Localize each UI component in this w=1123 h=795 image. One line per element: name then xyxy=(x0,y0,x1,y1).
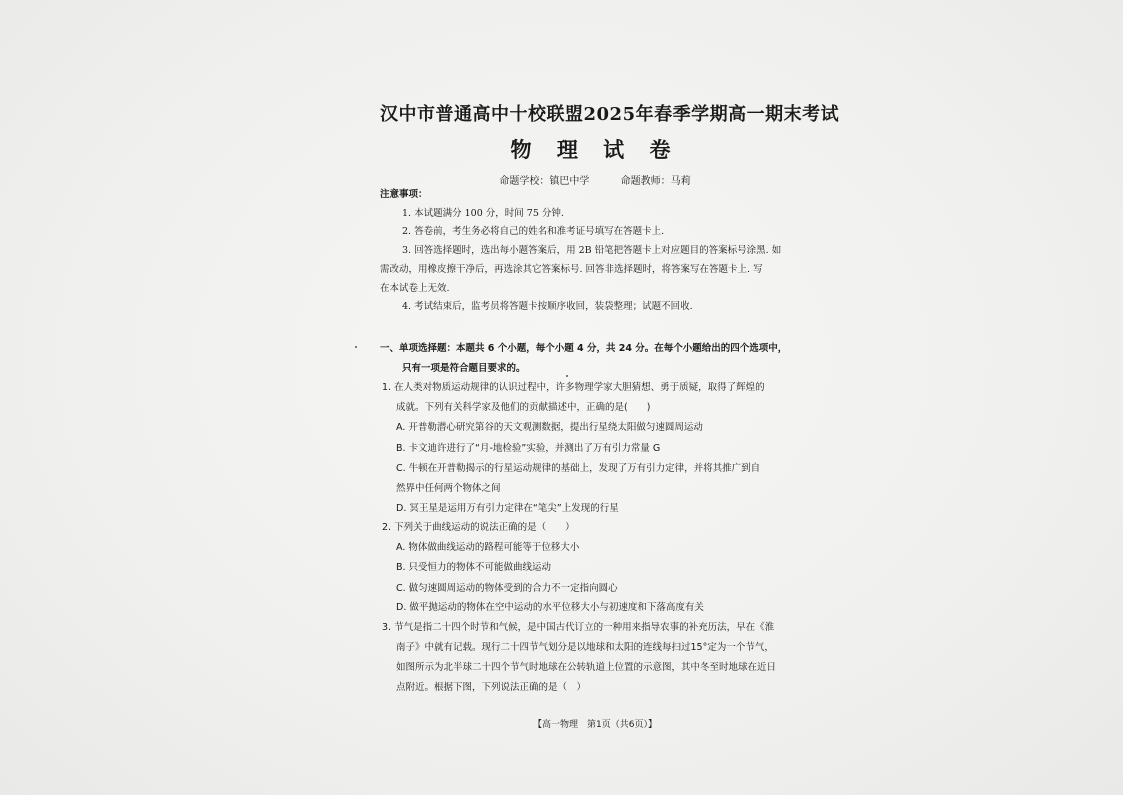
option-d: D. 做平抛运动的物体在空中运动的水平位移大小与初速度和下落高度有关 xyxy=(396,602,704,613)
setter-teacher: 命题教师：马莉 xyxy=(620,176,691,187)
setter-school: 命题学校：镇巴中学 xyxy=(499,176,590,187)
option-c: C. 做匀速圆周运动的物体受到的合力不一定指向圆心 xyxy=(396,583,618,594)
question-stem: 2. 下列关于曲线运动的说法正确的是（ ） xyxy=(382,522,575,533)
question-stem: 1. 在人类对物质运动规律的认识过程中，许多物理学家大胆猜想、勇于质疑，取得了辉煌的 xyxy=(382,382,765,393)
exam-subtitle: 物 理 试 卷 xyxy=(510,137,680,162)
notice-item: 需改动，用橡皮擦干净后，再选涂其它答案标号. 回答非选择题时，将答案写在答题卡上. 写 xyxy=(380,264,763,275)
exam-title: 汉中市普通高中十校联盟2025年春季学期高一期末考试 xyxy=(380,104,840,125)
scan-speck xyxy=(566,375,568,377)
option-a: A. 物体做曲线运动的路程可能等于位移大小 xyxy=(396,542,580,553)
question-stem: 3. 节气是指二十四个时节和气候，是中国古代订立的一种用来指导农事的补充历法，早在《淮 xyxy=(382,622,775,633)
option-d: D. 冥王星是运用万有引力定律在“笔尖”上发现的行星 xyxy=(396,503,619,514)
option-a: A. 开普勒潜心研究第谷的天文观测数据，提出行星绕太阳做匀速圆周运动 xyxy=(396,422,703,433)
notice-item: 3. 回答选择题时，选出每小题答案后，用 2B 铅笔把答题卡上对应题目的答案标号涂黑. 如 xyxy=(402,245,782,256)
option-c: 然界中任何两个物体之间 xyxy=(396,483,501,494)
notice-item: 在本试卷上无效. xyxy=(380,283,450,294)
question-stem: 成就。下列有关科学家及他们的贡献描述中，正确的是( ) xyxy=(396,402,651,413)
question-stem: 南子》中就有记载。现行二十四节气划分是以地球和太阳的连线每扫过15°定为一个节气， xyxy=(396,642,774,653)
scan-speck xyxy=(355,346,357,348)
notice-item: 2. 答卷前，考生务必将自己的姓名和准考证号填写在答题卡上. xyxy=(402,226,665,237)
section-heading: 只有一项是符合题目要求的。 xyxy=(402,363,526,374)
author-line xyxy=(380,172,810,187)
notice-heading: 注意事项： xyxy=(380,189,428,200)
question-stem: 点附近。根据下图，下列说法正确的是（ ） xyxy=(396,682,587,693)
question-stem: 如图所示为北半球二十四个节气时地球在公转轨道上位置的示意图，其中冬至时地球在近日 xyxy=(396,662,777,673)
option-b: B. 只受恒力的物体不可能做曲线运动 xyxy=(396,562,552,573)
notice-item: 4. 考试结束后，监考员将答题卡按顺序收回，装袋整理；试题不回收. xyxy=(402,301,693,312)
option-b: B. 卡文迪许进行了“月-地检验”实验，并测出了万有引力常量 G xyxy=(396,443,661,454)
section-heading: 一、单项选择题：本题共 6 个小题，每个小题 4 分，共 24 分。在每个小题给出的四个选项中， xyxy=(380,343,788,354)
notice-item: 1. 本试题满分 100 分，时间 75 分钟. xyxy=(402,208,564,219)
option-c: C. 牛顿在开普勒揭示的行星运动规律的基础上，发现了万有引力定律，并将其推广到自 xyxy=(396,463,761,474)
page-footer: 【高一物理 第1页（共6页）】 xyxy=(533,720,657,730)
